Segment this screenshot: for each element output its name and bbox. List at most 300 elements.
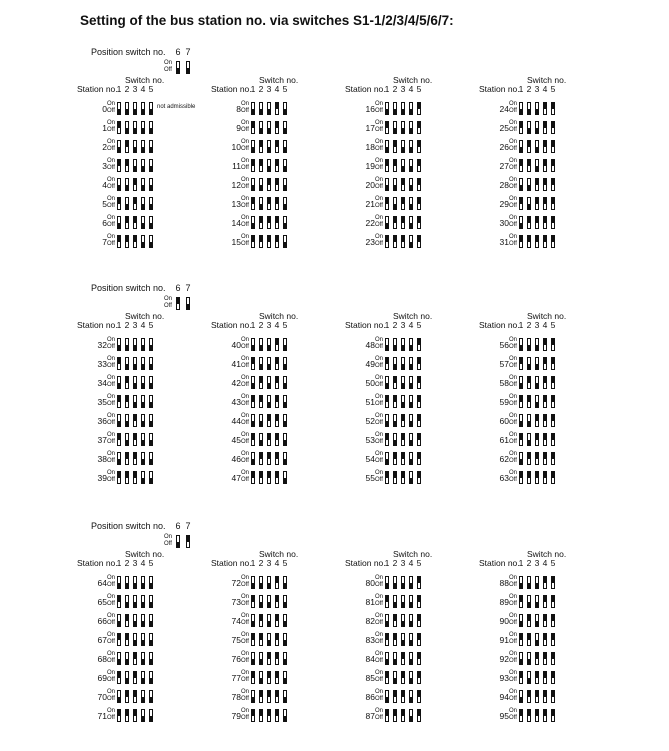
dip-switch-2[interactable]	[527, 671, 531, 684]
dip-switch-5[interactable]	[149, 338, 153, 351]
dip-switch-5[interactable]	[551, 197, 555, 210]
dip-switch-1[interactable]	[117, 433, 121, 446]
dip-switch-2[interactable]	[259, 595, 263, 608]
dip-switch-3[interactable]	[401, 414, 405, 427]
position-switch-7[interactable]	[186, 535, 190, 548]
dip-switch-1[interactable]	[117, 414, 121, 427]
dip-switch-1[interactable]	[385, 357, 389, 370]
dip-switch-5[interactable]	[283, 614, 287, 627]
dip-switch-4[interactable]	[141, 433, 145, 446]
dip-switch-4[interactable]	[409, 357, 413, 370]
dip-switch-4[interactable]	[543, 709, 547, 722]
dip-switch-4[interactable]	[141, 576, 145, 589]
dip-switch-2[interactable]	[125, 216, 129, 229]
dip-switch-3[interactable]	[267, 357, 271, 370]
dip-switch-3[interactable]	[133, 357, 137, 370]
dip-switch-4[interactable]	[141, 140, 145, 153]
dip-switch-5[interactable]	[417, 121, 421, 134]
dip-switch-2[interactable]	[259, 197, 263, 210]
dip-switch-3[interactable]	[535, 433, 539, 446]
dip-switch-4[interactable]	[275, 614, 279, 627]
dip-switch-4[interactable]	[141, 652, 145, 665]
dip-switch-1[interactable]	[519, 338, 523, 351]
dip-switch-1[interactable]	[385, 338, 389, 351]
dip-switch-1[interactable]	[117, 197, 121, 210]
dip-switch-3[interactable]	[133, 102, 137, 115]
dip-switch-5[interactable]	[417, 140, 421, 153]
dip-switch-1[interactable]	[519, 709, 523, 722]
dip-switch-2[interactable]	[125, 433, 129, 446]
dip-switch-5[interactable]	[551, 614, 555, 627]
dip-switch-1[interactable]	[117, 395, 121, 408]
dip-switch-3[interactable]	[401, 235, 405, 248]
dip-switch-3[interactable]	[535, 140, 539, 153]
dip-switch-5[interactable]	[149, 102, 153, 115]
dip-switch-1[interactable]	[519, 376, 523, 389]
dip-switch-3[interactable]	[535, 357, 539, 370]
dip-switch-2[interactable]	[259, 690, 263, 703]
dip-switch-1[interactable]	[519, 576, 523, 589]
dip-switch-5[interactable]	[417, 216, 421, 229]
dip-switch-3[interactable]	[535, 216, 539, 229]
dip-switch-5[interactable]	[551, 471, 555, 484]
dip-switch-1[interactable]	[519, 121, 523, 134]
dip-switch-4[interactable]	[275, 178, 279, 191]
dip-switch-4[interactable]	[409, 652, 413, 665]
dip-switch-3[interactable]	[401, 121, 405, 134]
dip-switch-1[interactable]	[117, 216, 121, 229]
dip-switch-1[interactable]	[251, 671, 255, 684]
dip-switch-2[interactable]	[125, 357, 129, 370]
dip-switch-1[interactable]	[251, 159, 255, 172]
dip-switch-2[interactable]	[125, 338, 129, 351]
dip-switch-4[interactable]	[141, 235, 145, 248]
dip-switch-4[interactable]	[543, 690, 547, 703]
dip-switch-5[interactable]	[417, 395, 421, 408]
dip-switch-2[interactable]	[527, 376, 531, 389]
dip-switch-2[interactable]	[259, 671, 263, 684]
dip-switch-4[interactable]	[543, 178, 547, 191]
dip-switch-1[interactable]	[385, 197, 389, 210]
dip-switch-3[interactable]	[133, 376, 137, 389]
dip-switch-2[interactable]	[125, 159, 129, 172]
dip-switch-4[interactable]	[409, 414, 413, 427]
dip-switch-4[interactable]	[141, 414, 145, 427]
dip-switch-4[interactable]	[409, 102, 413, 115]
dip-switch-2[interactable]	[125, 178, 129, 191]
dip-switch-2[interactable]	[393, 576, 397, 589]
dip-switch-3[interactable]	[133, 121, 137, 134]
dip-switch-2[interactable]	[393, 121, 397, 134]
dip-switch-3[interactable]	[133, 576, 137, 589]
dip-switch-2[interactable]	[125, 235, 129, 248]
dip-switch-5[interactable]	[551, 652, 555, 665]
dip-switch-2[interactable]	[393, 452, 397, 465]
dip-switch-5[interactable]	[149, 595, 153, 608]
dip-switch-3[interactable]	[267, 216, 271, 229]
dip-switch-3[interactable]	[267, 414, 271, 427]
dip-switch-1[interactable]	[385, 395, 389, 408]
dip-switch-5[interactable]	[283, 178, 287, 191]
dip-switch-1[interactable]	[251, 709, 255, 722]
dip-switch-4[interactable]	[543, 652, 547, 665]
dip-switch-1[interactable]	[519, 159, 523, 172]
dip-switch-3[interactable]	[535, 178, 539, 191]
dip-switch-5[interactable]	[283, 395, 287, 408]
dip-switch-3[interactable]	[133, 614, 137, 627]
dip-switch-4[interactable]	[141, 197, 145, 210]
dip-switch-5[interactable]	[417, 433, 421, 446]
dip-switch-4[interactable]	[141, 121, 145, 134]
dip-switch-3[interactable]	[535, 235, 539, 248]
dip-switch-5[interactable]	[149, 235, 153, 248]
dip-switch-3[interactable]	[401, 452, 405, 465]
dip-switch-2[interactable]	[527, 338, 531, 351]
dip-switch-5[interactable]	[283, 690, 287, 703]
dip-switch-5[interactable]	[149, 433, 153, 446]
dip-switch-2[interactable]	[527, 452, 531, 465]
dip-switch-3[interactable]	[401, 216, 405, 229]
dip-switch-1[interactable]	[519, 471, 523, 484]
dip-switch-5[interactable]	[283, 140, 287, 153]
dip-switch-3[interactable]	[133, 395, 137, 408]
dip-switch-3[interactable]	[267, 235, 271, 248]
dip-switch-5[interactable]	[283, 671, 287, 684]
dip-switch-1[interactable]	[519, 671, 523, 684]
dip-switch-5[interactable]	[551, 216, 555, 229]
dip-switch-4[interactable]	[409, 216, 413, 229]
dip-switch-5[interactable]	[417, 614, 421, 627]
dip-switch-1[interactable]	[519, 433, 523, 446]
dip-switch-3[interactable]	[133, 159, 137, 172]
dip-switch-2[interactable]	[527, 471, 531, 484]
dip-switch-3[interactable]	[267, 102, 271, 115]
dip-switch-4[interactable]	[543, 121, 547, 134]
dip-switch-5[interactable]	[149, 671, 153, 684]
dip-switch-1[interactable]	[251, 414, 255, 427]
dip-switch-3[interactable]	[267, 178, 271, 191]
dip-switch-5[interactable]	[283, 376, 287, 389]
dip-switch-3[interactable]	[401, 633, 405, 646]
dip-switch-4[interactable]	[543, 140, 547, 153]
dip-switch-1[interactable]	[385, 178, 389, 191]
dip-switch-5[interactable]	[149, 614, 153, 627]
dip-switch-3[interactable]	[133, 178, 137, 191]
dip-switch-3[interactable]	[535, 197, 539, 210]
dip-switch-1[interactable]	[117, 471, 121, 484]
dip-switch-5[interactable]	[551, 121, 555, 134]
dip-switch-2[interactable]	[393, 178, 397, 191]
dip-switch-3[interactable]	[535, 338, 539, 351]
dip-switch-2[interactable]	[259, 709, 263, 722]
dip-switch-4[interactable]	[543, 576, 547, 589]
dip-switch-4[interactable]	[409, 576, 413, 589]
dip-switch-5[interactable]	[551, 395, 555, 408]
dip-switch-2[interactable]	[393, 140, 397, 153]
dip-switch-2[interactable]	[527, 121, 531, 134]
dip-switch-3[interactable]	[133, 235, 137, 248]
dip-switch-5[interactable]	[551, 357, 555, 370]
dip-switch-1[interactable]	[251, 452, 255, 465]
dip-switch-3[interactable]	[401, 376, 405, 389]
dip-switch-4[interactable]	[409, 671, 413, 684]
dip-switch-4[interactable]	[275, 197, 279, 210]
dip-switch-1[interactable]	[251, 197, 255, 210]
dip-switch-3[interactable]	[401, 671, 405, 684]
position-switch-6[interactable]	[176, 535, 180, 548]
dip-switch-3[interactable]	[133, 652, 137, 665]
dip-switch-1[interactable]	[117, 338, 121, 351]
dip-switch-4[interactable]	[141, 338, 145, 351]
dip-switch-2[interactable]	[393, 614, 397, 627]
dip-switch-4[interactable]	[409, 376, 413, 389]
dip-switch-1[interactable]	[519, 614, 523, 627]
dip-switch-4[interactable]	[543, 433, 547, 446]
dip-switch-4[interactable]	[275, 471, 279, 484]
dip-switch-4[interactable]	[543, 633, 547, 646]
dip-switch-3[interactable]	[401, 159, 405, 172]
dip-switch-3[interactable]	[535, 395, 539, 408]
dip-switch-4[interactable]	[543, 376, 547, 389]
dip-switch-5[interactable]	[283, 357, 287, 370]
dip-switch-5[interactable]	[551, 159, 555, 172]
dip-switch-2[interactable]	[527, 159, 531, 172]
dip-switch-4[interactable]	[141, 376, 145, 389]
dip-switch-1[interactable]	[117, 357, 121, 370]
dip-switch-4[interactable]	[543, 197, 547, 210]
dip-switch-3[interactable]	[267, 121, 271, 134]
dip-switch-3[interactable]	[401, 652, 405, 665]
dip-switch-4[interactable]	[409, 197, 413, 210]
dip-switch-4[interactable]	[409, 121, 413, 134]
dip-switch-2[interactable]	[125, 471, 129, 484]
dip-switch-5[interactable]	[149, 216, 153, 229]
dip-switch-3[interactable]	[401, 140, 405, 153]
dip-switch-5[interactable]	[283, 159, 287, 172]
dip-switch-5[interactable]	[149, 652, 153, 665]
dip-switch-2[interactable]	[393, 216, 397, 229]
dip-switch-5[interactable]	[417, 652, 421, 665]
dip-switch-1[interactable]	[251, 433, 255, 446]
dip-switch-2[interactable]	[125, 709, 129, 722]
dip-switch-3[interactable]	[535, 376, 539, 389]
dip-switch-3[interactable]	[267, 671, 271, 684]
dip-switch-4[interactable]	[409, 338, 413, 351]
dip-switch-3[interactable]	[535, 471, 539, 484]
dip-switch-4[interactable]	[543, 338, 547, 351]
dip-switch-4[interactable]	[275, 452, 279, 465]
dip-switch-1[interactable]	[117, 576, 121, 589]
dip-switch-4[interactable]	[543, 159, 547, 172]
dip-switch-5[interactable]	[417, 709, 421, 722]
dip-switch-2[interactable]	[527, 652, 531, 665]
dip-switch-3[interactable]	[535, 452, 539, 465]
dip-switch-1[interactable]	[117, 652, 121, 665]
dip-switch-4[interactable]	[543, 395, 547, 408]
dip-switch-4[interactable]	[543, 235, 547, 248]
dip-switch-5[interactable]	[283, 102, 287, 115]
dip-switch-4[interactable]	[275, 576, 279, 589]
dip-switch-4[interactable]	[275, 709, 279, 722]
dip-switch-1[interactable]	[117, 671, 121, 684]
dip-switch-5[interactable]	[551, 102, 555, 115]
dip-switch-2[interactable]	[125, 614, 129, 627]
dip-switch-1[interactable]	[385, 576, 389, 589]
dip-switch-5[interactable]	[417, 671, 421, 684]
dip-switch-5[interactable]	[283, 433, 287, 446]
dip-switch-5[interactable]	[149, 709, 153, 722]
dip-switch-3[interactable]	[401, 709, 405, 722]
dip-switch-1[interactable]	[519, 395, 523, 408]
dip-switch-2[interactable]	[527, 357, 531, 370]
dip-switch-2[interactable]	[125, 395, 129, 408]
dip-switch-4[interactable]	[409, 452, 413, 465]
dip-switch-4[interactable]	[275, 671, 279, 684]
dip-switch-3[interactable]	[401, 395, 405, 408]
dip-switch-2[interactable]	[527, 140, 531, 153]
dip-switch-5[interactable]	[417, 102, 421, 115]
dip-switch-1[interactable]	[385, 471, 389, 484]
dip-switch-4[interactable]	[409, 159, 413, 172]
dip-switch-2[interactable]	[259, 576, 263, 589]
dip-switch-1[interactable]	[519, 140, 523, 153]
dip-switch-2[interactable]	[125, 376, 129, 389]
dip-switch-5[interactable]	[551, 235, 555, 248]
dip-switch-4[interactable]	[275, 140, 279, 153]
dip-switch-3[interactable]	[133, 595, 137, 608]
dip-switch-2[interactable]	[527, 709, 531, 722]
dip-switch-1[interactable]	[251, 216, 255, 229]
dip-switch-4[interactable]	[275, 357, 279, 370]
dip-switch-2[interactable]	[259, 633, 263, 646]
dip-switch-2[interactable]	[393, 690, 397, 703]
dip-switch-3[interactable]	[535, 159, 539, 172]
dip-switch-1[interactable]	[117, 690, 121, 703]
dip-switch-3[interactable]	[535, 671, 539, 684]
dip-switch-5[interactable]	[551, 178, 555, 191]
dip-switch-1[interactable]	[385, 614, 389, 627]
dip-switch-1[interactable]	[385, 709, 389, 722]
dip-switch-5[interactable]	[283, 576, 287, 589]
dip-switch-4[interactable]	[543, 471, 547, 484]
dip-switch-2[interactable]	[125, 121, 129, 134]
dip-switch-3[interactable]	[535, 709, 539, 722]
dip-switch-1[interactable]	[251, 235, 255, 248]
dip-switch-2[interactable]	[259, 216, 263, 229]
dip-switch-3[interactable]	[401, 690, 405, 703]
dip-switch-1[interactable]	[251, 633, 255, 646]
dip-switch-3[interactable]	[401, 338, 405, 351]
dip-switch-4[interactable]	[409, 709, 413, 722]
dip-switch-2[interactable]	[527, 235, 531, 248]
dip-switch-1[interactable]	[251, 576, 255, 589]
dip-switch-5[interactable]	[149, 178, 153, 191]
dip-switch-4[interactable]	[543, 102, 547, 115]
dip-switch-1[interactable]	[251, 395, 255, 408]
dip-switch-3[interactable]	[401, 595, 405, 608]
dip-switch-4[interactable]	[275, 159, 279, 172]
dip-switch-4[interactable]	[543, 614, 547, 627]
dip-switch-1[interactable]	[385, 216, 389, 229]
dip-switch-2[interactable]	[259, 652, 263, 665]
dip-switch-4[interactable]	[141, 709, 145, 722]
dip-switch-4[interactable]	[409, 633, 413, 646]
dip-switch-2[interactable]	[393, 633, 397, 646]
dip-switch-1[interactable]	[519, 357, 523, 370]
dip-switch-3[interactable]	[535, 102, 539, 115]
dip-switch-1[interactable]	[117, 452, 121, 465]
dip-switch-1[interactable]	[251, 690, 255, 703]
dip-switch-2[interactable]	[259, 121, 263, 134]
dip-switch-5[interactable]	[283, 652, 287, 665]
dip-switch-2[interactable]	[259, 471, 263, 484]
dip-switch-3[interactable]	[535, 595, 539, 608]
dip-switch-4[interactable]	[141, 357, 145, 370]
dip-switch-4[interactable]	[543, 414, 547, 427]
dip-switch-3[interactable]	[267, 576, 271, 589]
dip-switch-4[interactable]	[409, 140, 413, 153]
dip-switch-4[interactable]	[275, 376, 279, 389]
dip-switch-2[interactable]	[259, 614, 263, 627]
dip-switch-3[interactable]	[535, 633, 539, 646]
dip-switch-5[interactable]	[283, 414, 287, 427]
dip-switch-4[interactable]	[141, 633, 145, 646]
dip-switch-5[interactable]	[417, 376, 421, 389]
dip-switch-2[interactable]	[125, 140, 129, 153]
dip-switch-2[interactable]	[393, 671, 397, 684]
dip-switch-5[interactable]	[149, 633, 153, 646]
dip-switch-4[interactable]	[275, 652, 279, 665]
dip-switch-3[interactable]	[267, 338, 271, 351]
dip-switch-5[interactable]	[417, 690, 421, 703]
dip-switch-1[interactable]	[251, 595, 255, 608]
dip-switch-3[interactable]	[267, 633, 271, 646]
dip-switch-3[interactable]	[133, 633, 137, 646]
dip-switch-1[interactable]	[117, 633, 121, 646]
dip-switch-2[interactable]	[259, 178, 263, 191]
dip-switch-5[interactable]	[283, 235, 287, 248]
dip-switch-3[interactable]	[133, 433, 137, 446]
dip-switch-1[interactable]	[117, 614, 121, 627]
dip-switch-4[interactable]	[141, 178, 145, 191]
dip-switch-5[interactable]	[149, 121, 153, 134]
dip-switch-5[interactable]	[551, 452, 555, 465]
dip-switch-3[interactable]	[401, 357, 405, 370]
dip-switch-3[interactable]	[401, 178, 405, 191]
dip-switch-5[interactable]	[551, 595, 555, 608]
dip-switch-3[interactable]	[267, 159, 271, 172]
dip-switch-4[interactable]	[409, 235, 413, 248]
dip-switch-5[interactable]	[283, 197, 287, 210]
dip-switch-2[interactable]	[527, 614, 531, 627]
dip-switch-4[interactable]	[543, 357, 547, 370]
position-switch-6[interactable]	[176, 297, 180, 310]
dip-switch-1[interactable]	[519, 197, 523, 210]
dip-switch-4[interactable]	[141, 614, 145, 627]
dip-switch-1[interactable]	[519, 102, 523, 115]
dip-switch-3[interactable]	[267, 395, 271, 408]
dip-switch-4[interactable]	[141, 159, 145, 172]
dip-switch-4[interactable]	[543, 595, 547, 608]
dip-switch-1[interactable]	[117, 709, 121, 722]
dip-switch-4[interactable]	[275, 690, 279, 703]
dip-switch-2[interactable]	[259, 357, 263, 370]
dip-switch-3[interactable]	[267, 197, 271, 210]
dip-switch-3[interactable]	[535, 576, 539, 589]
dip-switch-3[interactable]	[133, 671, 137, 684]
dip-switch-2[interactable]	[527, 216, 531, 229]
dip-switch-2[interactable]	[393, 159, 397, 172]
